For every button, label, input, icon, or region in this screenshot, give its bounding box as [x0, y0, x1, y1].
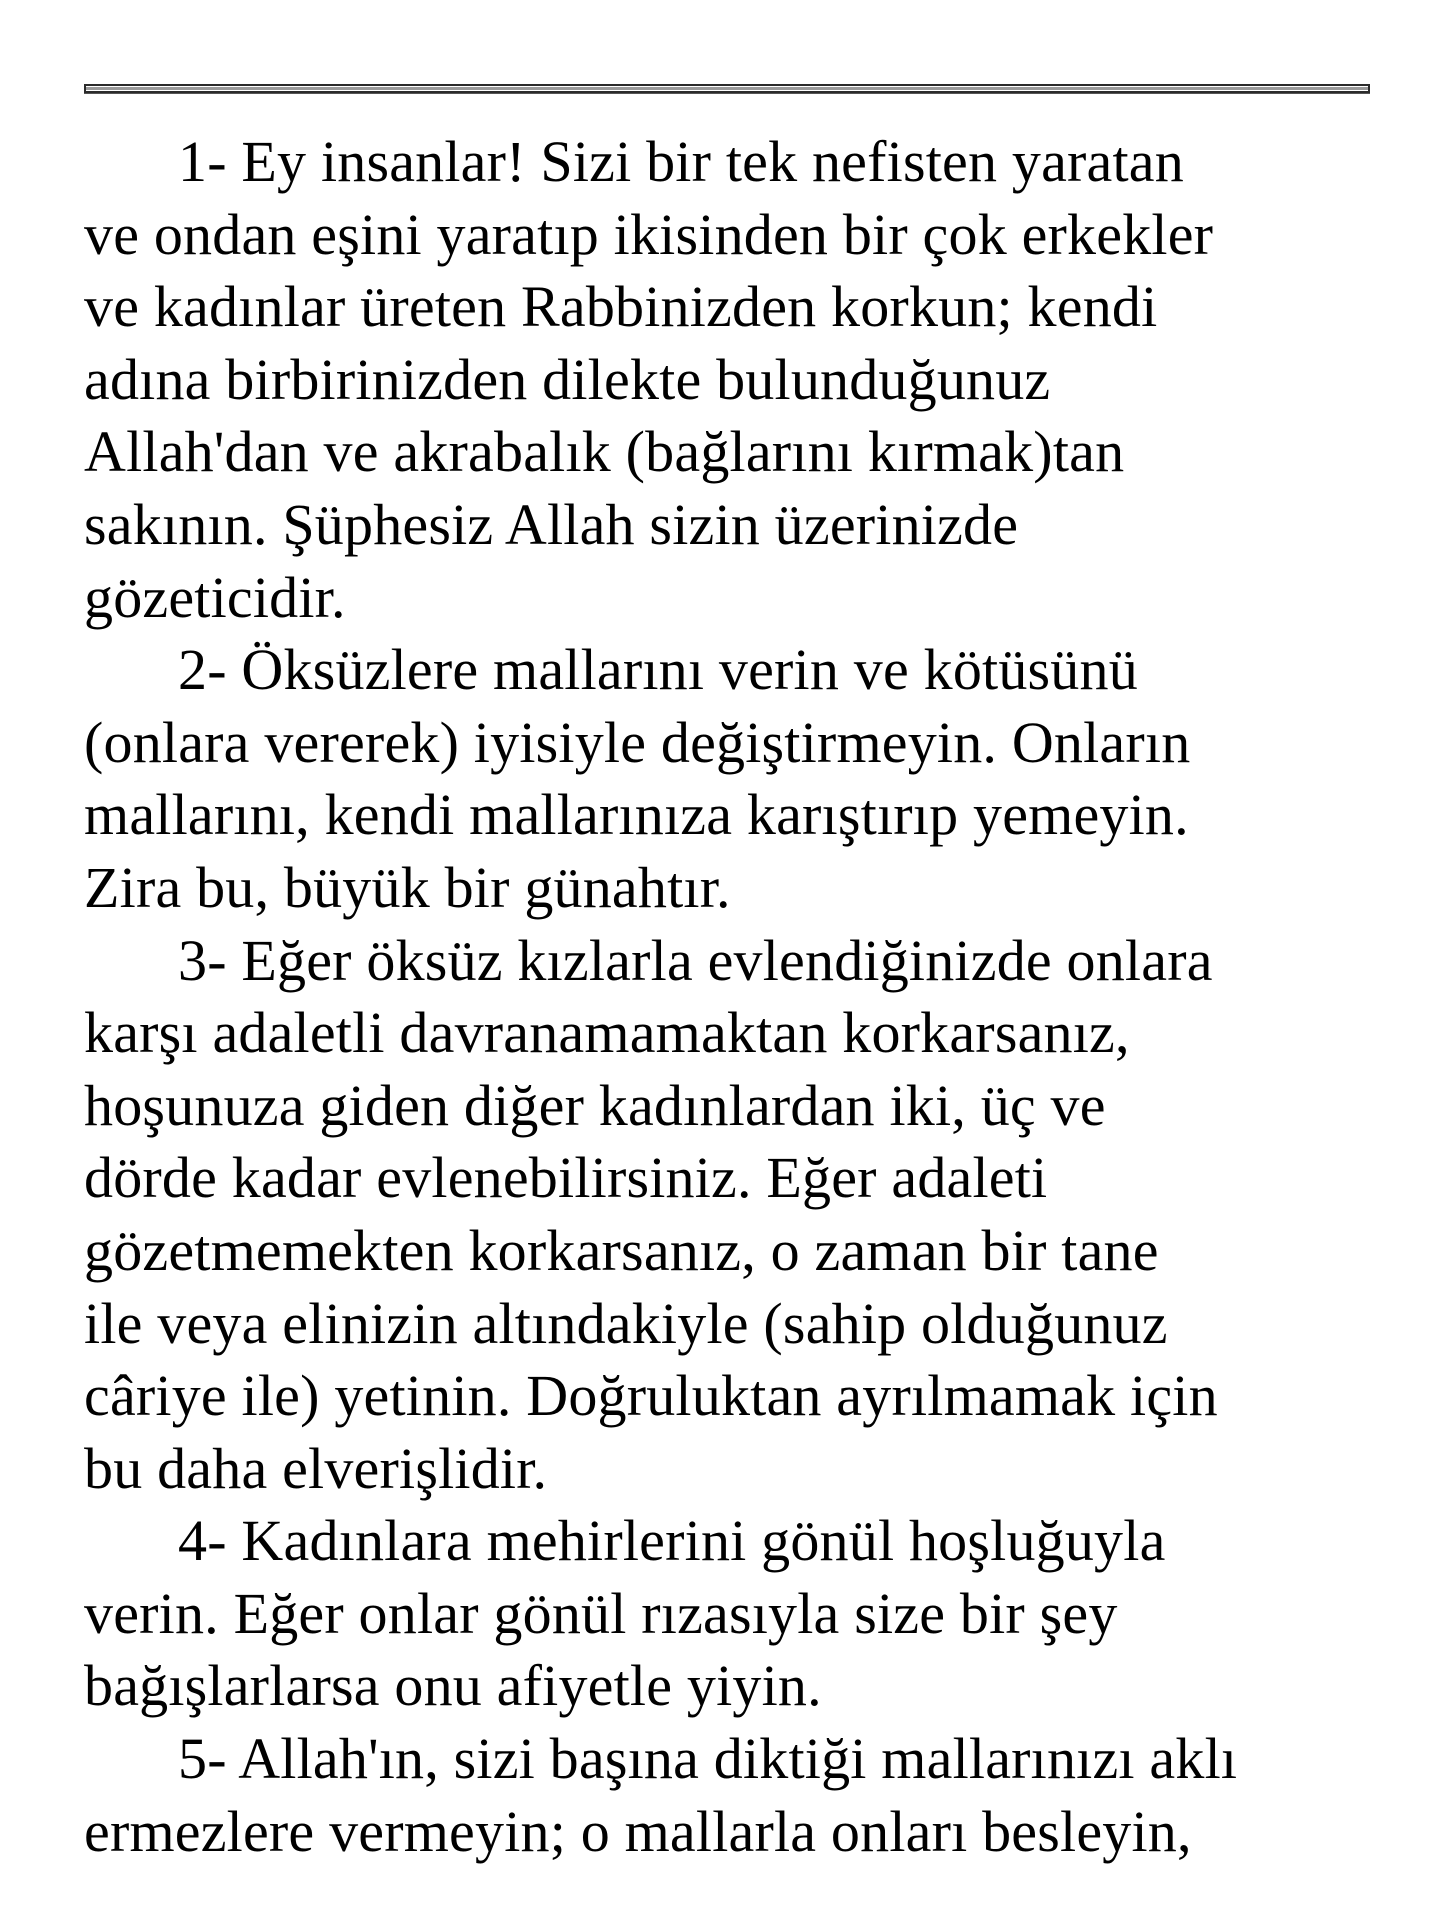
text-line: gözetmemekten korkarsanız, o zaman bir tane	[84, 1217, 1159, 1283]
text-line: câriye ile) yetinin. Doğruluktan ayrılmamak için	[84, 1363, 1218, 1429]
text-line: karşı adaletli davranamamaktan korkarsanız,	[84, 1000, 1130, 1066]
text-line: ve kadınlar üreten Rabbinizden korkun; kendi	[84, 274, 1158, 340]
text-line: (onlara vererek) iyisiyle değiştirmeyin. Onların	[84, 709, 1191, 775]
text-line: Allah'dan ve akrabalık (bağlarını kırmak)tan	[84, 419, 1125, 485]
text-line: 4- Kadınlara mehirlerini gönül hoşluğuyla	[178, 1508, 1166, 1574]
text-line: Zira bu, büyük bir günahtır.	[84, 854, 731, 920]
text-line: 3- Eğer öksüz kızlarla evlendiğinizde onlara	[178, 927, 1213, 993]
text-line: verin. Eğer onlar gönül rızasıyla size bir şey	[84, 1580, 1118, 1646]
text-line: bu daha elverişlidir.	[84, 1435, 548, 1501]
top-rule-divider	[84, 84, 1370, 93]
text-line: 1- Ey insanlar! Sizi bir tek nefisten yaratan	[178, 129, 1184, 194]
text-line: adına birbirinizden dilekte bulunduğunuz	[84, 346, 1051, 412]
document-body	[84, 126, 1374, 1868]
text-line: sakının. Şüphesiz Allah sizin üzerinizde	[84, 491, 1019, 557]
text-line: mallarını, kendi mallarınıza karıştırıp yemeyin.	[84, 782, 1189, 848]
text-line: 5- Allah'ın, sizi başına diktiği mallarınızı aklı	[178, 1726, 1238, 1792]
text-line: gözeticidir.	[84, 564, 346, 630]
text-line: hoşunuza giden diğer kadınlardan iki, üç ve	[84, 1072, 1106, 1138]
text-line: 2- Öksüzlere mallarını verin ve kötüsünü	[178, 637, 1138, 703]
text-line: bağışlarlarsa onu afiyetle yiyin.	[84, 1653, 822, 1719]
text-line: ermezlere vermeyin; o mallarla onları besleyin,	[84, 1798, 1192, 1864]
text-line: ve ondan eşini yaratıp ikisinden bir çok erkekler	[84, 201, 1214, 267]
text-line: dörde kadar evlenebilirsiniz. Eğer adaleti	[84, 1145, 1048, 1211]
text-line: ile veya elinizin altındakiyle (sahip olduğunuz	[84, 1290, 1168, 1356]
